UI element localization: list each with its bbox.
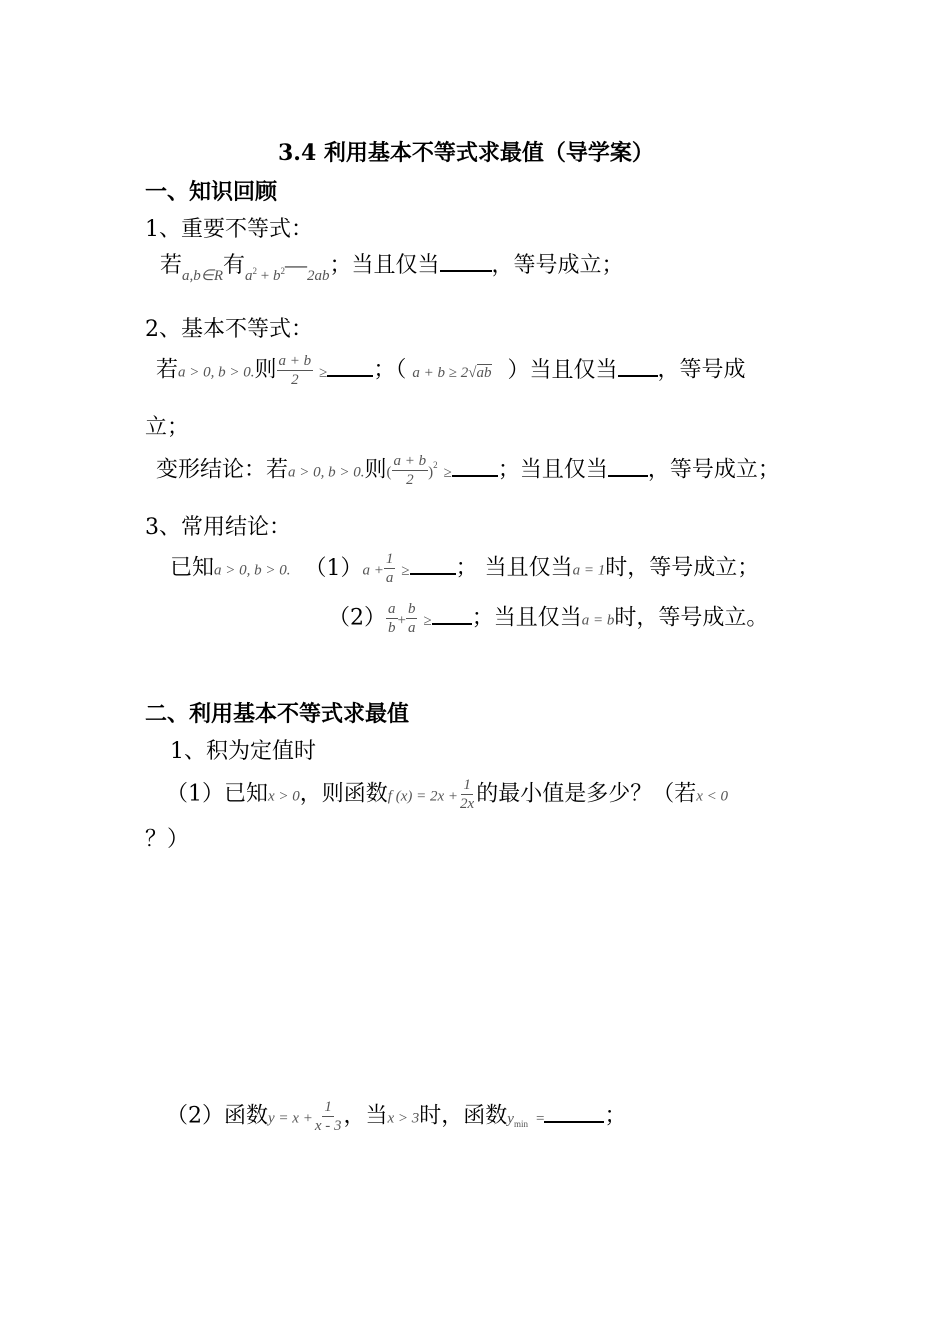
item2-continuation: 立； xyxy=(145,415,190,440)
fill-blank[interactable] xyxy=(618,355,658,377)
ge-sign: ≥ xyxy=(423,612,432,629)
text: ；（ xyxy=(373,357,407,383)
ge-sign: ≥ xyxy=(443,464,452,481)
item3-label: 3、常用结论： xyxy=(145,515,291,540)
fill-blank[interactable] xyxy=(452,455,498,477)
fill-blank[interactable] xyxy=(327,355,373,377)
section-heading-review: 一、知识回顾 xyxy=(145,179,278,205)
text: ，等号成 xyxy=(657,357,746,383)
item2-label: 2、基本不等式： xyxy=(145,317,313,342)
conclusion2-line xyxy=(328,600,768,637)
text: ，等号成立； xyxy=(647,457,780,483)
page-title: 3.4 利用基本不等式求最值（导学案） xyxy=(278,140,654,166)
fill-blank[interactable] xyxy=(440,250,492,272)
text: ；当且仅当 xyxy=(329,253,440,278)
fraction: $\frac{a + b}{2}$ xyxy=(393,453,427,488)
text: （2） xyxy=(328,605,386,631)
math-function: y = x + xyxy=(268,1110,313,1127)
text: 时，等号成立。 xyxy=(614,605,769,631)
fill-blank[interactable] xyxy=(432,603,472,625)
conclusion1-line xyxy=(170,550,759,587)
math-condition: a > 0, b > 0. xyxy=(178,364,255,381)
fraction: $\frac{1}{2x}$ xyxy=(460,777,475,812)
math-expression: a2 + b2 xyxy=(245,266,285,284)
math-condition: a,b∈R xyxy=(182,268,223,284)
item2-formula-line xyxy=(156,352,746,389)
math-alt-condition: x < 0 xyxy=(696,788,728,805)
item1-formula-line xyxy=(160,248,624,284)
math-condition: x > 0 xyxy=(268,788,300,805)
subsection-product-constant: 1、积为定值时 xyxy=(170,739,316,764)
fill-blank[interactable] xyxy=(410,553,456,575)
math-alt: a + b ≥ 2√ab xyxy=(412,364,492,381)
math-condition: a > 0, b > 0. xyxy=(214,562,291,579)
text: ； xyxy=(604,1103,627,1129)
relation: — xyxy=(284,252,307,277)
text: ；当且仅当 xyxy=(471,605,582,631)
text: （2）函数 xyxy=(166,1103,268,1129)
math-ymin: $y_{min}$ xyxy=(507,1110,528,1129)
equals-sign: = xyxy=(535,1110,545,1127)
square-exponent: 2 xyxy=(433,460,438,471)
question2-line xyxy=(166,1098,626,1135)
text: 若 xyxy=(156,357,179,383)
fraction: $\frac{a + b}{2}$ xyxy=(278,353,312,388)
text: （1） xyxy=(304,555,363,581)
fill-blank[interactable] xyxy=(608,455,648,477)
lparen: ( xyxy=(386,464,392,481)
text: 有 xyxy=(223,253,246,278)
math-condition: a > 0, b > 0. xyxy=(288,464,365,481)
text: ）当且仅当 xyxy=(507,357,618,383)
text: ；当且仅当 xyxy=(497,457,608,483)
item1-label: 1、重要不等式： xyxy=(145,217,313,242)
math-term: a + xyxy=(362,562,384,579)
math-equality: a = 1 xyxy=(572,562,606,579)
fraction: $\frac{a}{b}$ xyxy=(388,601,396,636)
text: 若 xyxy=(160,253,183,278)
section-heading-application: 二、利用基本不等式求最值 xyxy=(145,701,410,727)
fill-blank[interactable] xyxy=(544,1101,604,1123)
text: ； 当且仅当 xyxy=(455,555,573,581)
ge-sign: ≥ xyxy=(401,562,410,579)
text: 变形结论：若 xyxy=(156,457,289,483)
text: ，当 xyxy=(343,1103,388,1129)
text: 已知 xyxy=(170,555,215,581)
rparen: ) xyxy=(428,464,434,481)
math-function: f (x) = 2x + xyxy=(387,788,459,805)
fraction: $\frac{1}{a}$ xyxy=(385,551,394,586)
math-rhs: 2ab xyxy=(306,268,330,284)
fraction: $\frac{1}{x - 3}$ xyxy=(314,1099,342,1134)
question1-line xyxy=(166,776,728,813)
text: 时，函数 xyxy=(419,1103,508,1129)
text: ，则函数 xyxy=(299,781,388,807)
fraction: $\frac{b}{a}$ xyxy=(407,601,416,636)
variant-conclusion-line xyxy=(156,452,780,489)
text: 则 xyxy=(254,357,277,383)
plus-sign: + xyxy=(397,612,406,629)
question1-continuation: ？） xyxy=(145,827,190,852)
text: ，等号成立； xyxy=(491,253,624,278)
math-equality: a = b xyxy=(581,612,615,629)
text: 则 xyxy=(364,457,387,483)
ge-sign: ≥ xyxy=(319,364,328,381)
text: 时，等号成立； xyxy=(605,555,760,581)
text: （1）已知 xyxy=(166,781,268,807)
math-condition: x > 3 xyxy=(387,1110,420,1127)
text: 的最小值是多少？（若 xyxy=(476,781,697,807)
